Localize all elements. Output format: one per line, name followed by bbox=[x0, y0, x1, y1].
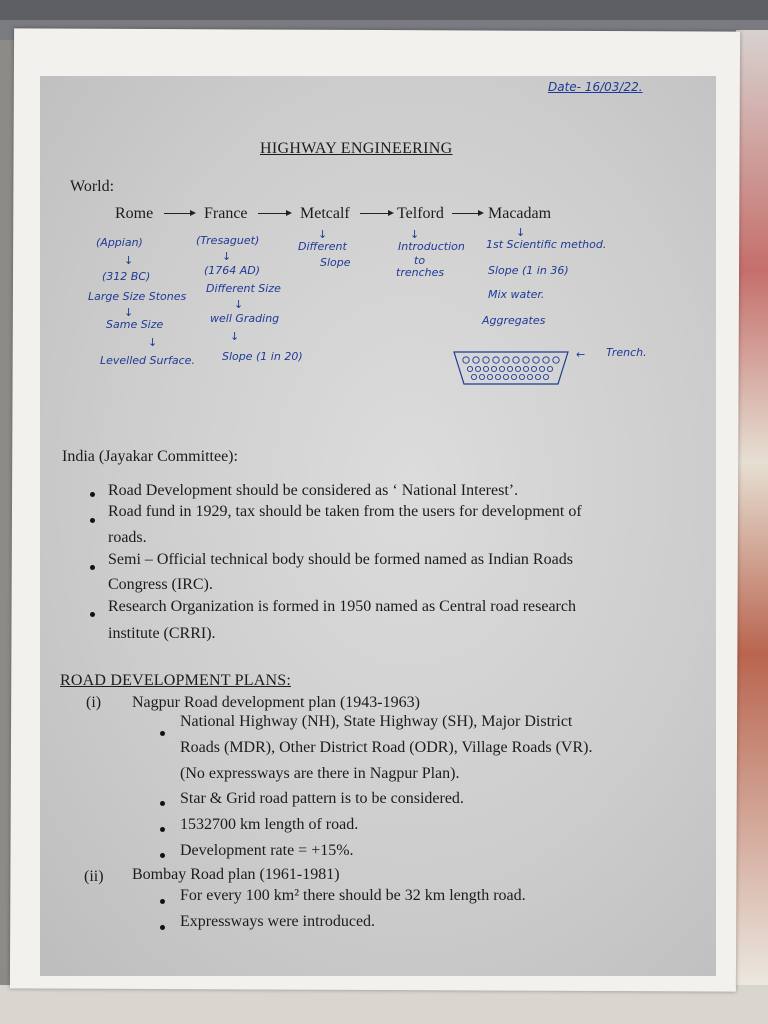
note-metcalf-1: Slope bbox=[320, 256, 351, 269]
note-metcalf-0: Different bbox=[298, 240, 347, 253]
plan-title: Bombay Road plan (1961-1981) bbox=[132, 866, 340, 883]
note-trench-label: Trench. bbox=[606, 346, 647, 359]
chain-macadam: Macadam bbox=[488, 205, 552, 222]
india-bullet-0: Road Development should be considered as ‘ National Interest’. bbox=[108, 482, 519, 499]
note-macadam-1: Slope (1 in 36) bbox=[488, 264, 569, 277]
bullet-icon bbox=[90, 518, 95, 523]
down-arrow-icon: ↓ bbox=[516, 226, 526, 239]
down-arrow-icon: ↓ bbox=[124, 306, 134, 319]
bullet-icon bbox=[90, 612, 95, 617]
plans-heading: ROAD DEVELOPMENT PLANS: bbox=[60, 672, 291, 689]
plan-bullet-line: National Highway (NH), State Highway (SH), Major District bbox=[180, 713, 573, 730]
bullet-icon bbox=[90, 565, 95, 570]
trench-sketch-icon bbox=[452, 350, 570, 386]
chain-telford: Telford bbox=[397, 205, 444, 222]
note-rome-0: (Appian) bbox=[96, 236, 143, 249]
arrow-icon bbox=[360, 213, 392, 214]
india-bullet-2-line-1: Congress (IRC). bbox=[108, 576, 213, 593]
note-macadam-2: Mix water. bbox=[488, 288, 545, 301]
background-top bbox=[0, 0, 768, 20]
note-france-4: Slope (1 in 20) bbox=[222, 350, 303, 363]
plan-bullet-line: Expressways were introduced. bbox=[180, 913, 376, 930]
page-title: HIGHWAY ENGINEERING bbox=[260, 140, 453, 157]
plan-bullet-line: 1532700 km length of road. bbox=[180, 816, 359, 833]
down-arrow-icon: ↓ bbox=[148, 336, 158, 349]
plan-bullet-line: Roads (MDR), Other District Road (ODR), Village Roads (VR). bbox=[180, 739, 593, 756]
down-arrow-icon: ↓ bbox=[410, 228, 420, 241]
india-bullet-3-line-0: Research Organization is formed in 1950 named as Central road research bbox=[108, 598, 576, 615]
chain-metcalf: Metcalf bbox=[300, 205, 350, 222]
note-macadam-3: Aggregates bbox=[482, 314, 546, 327]
down-arrow-icon: ↓ bbox=[318, 228, 328, 241]
bullet-icon bbox=[160, 899, 165, 904]
plan-title: Nagpur Road development plan (1943-1963) bbox=[132, 694, 420, 711]
note-macadam-0: 1st Scientific method. bbox=[486, 238, 607, 251]
note-rome-4: Levelled Surface. bbox=[100, 354, 195, 367]
note-rome-2: Large Size Stones bbox=[88, 290, 187, 303]
plan-bullet-line: (No expressways are there in Nagpur Plan). bbox=[180, 765, 460, 782]
background-right bbox=[736, 30, 768, 990]
note-telford-0: Introduction bbox=[398, 240, 465, 253]
note-france-3: well Grading bbox=[210, 312, 280, 325]
india-heading: India (Jayakar Committee): bbox=[62, 448, 238, 465]
bullet-icon bbox=[160, 853, 165, 858]
down-arrow-icon: ↓ bbox=[230, 330, 240, 343]
note-telford-1: to bbox=[414, 254, 426, 267]
india-bullet-3-line-1: institute (CRRI). bbox=[108, 625, 216, 642]
note-france-0: (Tresaguet) bbox=[196, 234, 260, 247]
arrow-icon bbox=[164, 213, 194, 214]
india-bullet-1-line-1: roads. bbox=[108, 529, 147, 546]
note-france-1: (1764 AD) bbox=[204, 264, 261, 277]
bullet-icon bbox=[160, 731, 165, 736]
arrow-icon bbox=[258, 213, 290, 214]
india-bullet-2-line-0: Semi – Official technical body should be formed named as Indian Roads bbox=[108, 551, 573, 568]
note-rome-3: Same Size bbox=[106, 318, 164, 331]
bullet-icon bbox=[160, 801, 165, 806]
note-france-2: Different Size bbox=[206, 282, 281, 295]
arrow-icon bbox=[452, 213, 482, 214]
plan-bullet-line: For every 100 km² there should be 32 km length road. bbox=[180, 887, 526, 904]
down-arrow-icon: ↓ bbox=[222, 250, 232, 263]
plan-number: (i) bbox=[86, 694, 102, 711]
chain-france: France bbox=[204, 205, 248, 222]
bullet-icon bbox=[160, 925, 165, 930]
down-arrow-icon: ↓ bbox=[234, 298, 244, 311]
chain-rome: Rome bbox=[115, 205, 154, 222]
plan-bullet-line: Development rate = +15%. bbox=[180, 842, 354, 859]
handwritten-date: Date- 16/03/22. bbox=[548, 80, 643, 94]
bullet-icon bbox=[90, 492, 95, 497]
world-label: World: bbox=[70, 178, 115, 195]
bullet-icon bbox=[160, 827, 165, 832]
note-rome-1: (312 BC) bbox=[102, 270, 151, 283]
india-bullet-1-line-0: Road fund in 1929, tax should be taken from the users for development of bbox=[108, 503, 582, 520]
down-arrow-icon: ↓ bbox=[124, 254, 134, 267]
plan-bullet-line: Star & Grid road pattern is to be considered. bbox=[180, 790, 464, 807]
note-telford-2: trenches bbox=[396, 266, 445, 279]
plan-number: (ii) bbox=[84, 868, 104, 885]
left-arrow-icon: ← bbox=[576, 348, 586, 361]
